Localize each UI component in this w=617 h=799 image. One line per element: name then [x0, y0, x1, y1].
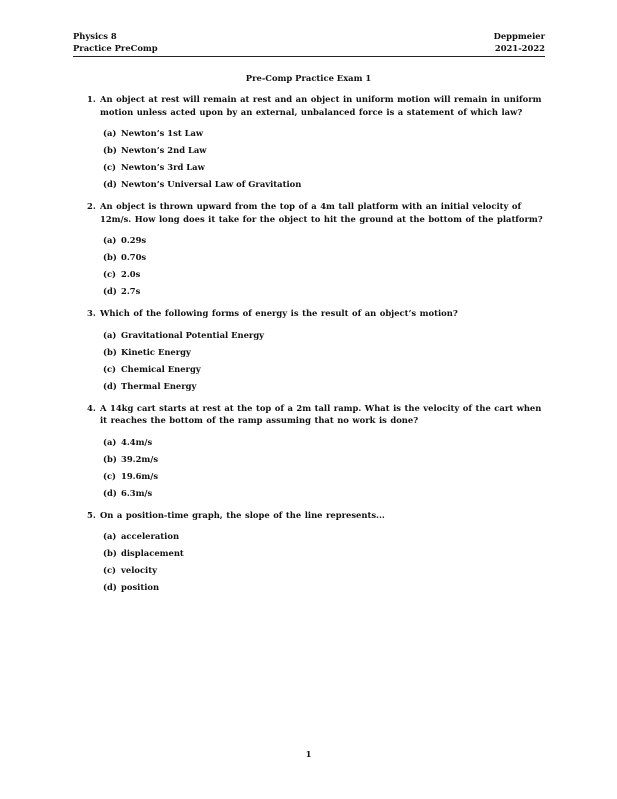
course-subtitle: Practice PreComp [73, 43, 158, 53]
choice-text: Newton’s Universal Law of Gravitation [121, 179, 302, 189]
choice-text: Newton’s 2nd Law [121, 145, 207, 155]
choice-text: 0.70s [121, 252, 147, 262]
choice-label: (b) [103, 252, 117, 262]
question-number: 1. [87, 94, 96, 104]
answer-choice [103, 268, 545, 285]
teacher-name: Deppmeier [493, 31, 545, 41]
answer-choices [103, 329, 545, 397]
choice-text: 4.4m/s [121, 436, 153, 447]
choice-text: position [121, 582, 160, 592]
choice-label: (a) [103, 329, 117, 340]
choice-text: Thermal Energy [121, 380, 197, 391]
choice-label: (b) [103, 453, 117, 464]
answer-choice [103, 436, 545, 453]
choice-label: (c) [103, 162, 117, 172]
choice-label: (c) [103, 470, 117, 481]
choice-label: (a) [103, 128, 117, 138]
header-divider [73, 56, 545, 57]
answer-choice [103, 127, 545, 144]
answer-choice [103, 234, 545, 251]
choice-text: 0.29s [121, 235, 147, 245]
answer-choice [103, 547, 545, 564]
answer-choice [103, 530, 545, 547]
answer-choice [103, 581, 545, 598]
choice-label: (b) [103, 346, 117, 357]
header-left [73, 30, 158, 54]
choice-label: (d) [103, 286, 117, 296]
answer-choice [103, 564, 545, 581]
question-list [73, 93, 545, 603]
choice-text: Gravitational Potential Energy [121, 329, 265, 340]
choice-text: 39.2m/s [121, 453, 159, 464]
answer-choice [103, 329, 545, 346]
question-text: An object is thrown upward from the top of a 4m tall platform with an initial velocity of 12m/s. How long does it take for the object to hit the ground at the bottom of the platform? [100, 201, 543, 224]
choice-text: Newton’s 1st Law [121, 128, 204, 138]
choice-label: (b) [103, 548, 117, 558]
question-number: 5. [87, 509, 96, 520]
question-number: 2. [87, 201, 96, 211]
choice-text: 6.3m/s [121, 487, 153, 498]
choice-label: (c) [103, 269, 117, 279]
choice-text: 2.0s [121, 269, 141, 279]
question-number: 3. [87, 308, 96, 318]
question-text: Which of the following forms of energy is the result of an object’s motion? [100, 308, 458, 318]
choice-text: velocity [121, 565, 157, 575]
question-3 [73, 307, 545, 397]
answer-choice [103, 144, 545, 161]
question-5 [73, 509, 545, 599]
choice-label: (b) [103, 145, 117, 155]
choice-text: Chemical Energy [121, 363, 201, 374]
choice-text: displacement [121, 548, 184, 558]
choice-label: (d) [103, 582, 117, 592]
answer-choice [103, 487, 545, 504]
answer-choice [103, 161, 545, 178]
answer-choices [103, 234, 545, 302]
answer-choice [103, 346, 545, 363]
question-2 [73, 200, 545, 302]
answer-choices [103, 530, 545, 598]
question-1 [73, 93, 545, 195]
question-text: An object at rest will remain at rest and an object in uniform motion will remain in uniform motion unless acted upon by an external, unbalanced force is a statement of which law? [100, 94, 542, 117]
page-number: 1 [305, 749, 312, 759]
answer-choice [103, 285, 545, 302]
answer-choice [103, 470, 545, 487]
choice-label: (c) [103, 363, 117, 374]
course-name: Physics 8 [73, 31, 117, 41]
answer-choice [103, 380, 545, 397]
answer-choice [103, 363, 545, 380]
question-4 [73, 402, 545, 504]
choice-label: (a) [103, 531, 117, 541]
choice-text: 2.7s [121, 286, 141, 296]
answer-choices [103, 127, 545, 195]
choice-text: Newton’s 3rd Law [121, 162, 205, 172]
choice-label: (a) [103, 436, 117, 447]
header-right [494, 30, 545, 54]
answer-choice [103, 453, 545, 470]
answer-choice [103, 251, 545, 268]
choice-text: Kinetic Energy [121, 346, 191, 357]
choice-text: 19.6m/s [121, 470, 159, 481]
question-text: On a position-time graph, the slope of the line represents... [100, 509, 385, 520]
exam-title: Pre-Comp Practice Exam 1 [245, 73, 372, 83]
question-text: A 14kg cart starts at rest at the top of a 2m tall ramp. What is the velocity of the cart when it reaches the bottom of the ramp assuming that no work is done? [100, 402, 542, 425]
answer-choice [103, 178, 545, 195]
choice-text: acceleration [121, 531, 180, 541]
choice-label: (a) [103, 235, 117, 245]
choice-label: (c) [103, 565, 117, 575]
answer-choices [103, 436, 545, 504]
choice-label: (d) [103, 380, 117, 391]
choice-label: (d) [103, 179, 117, 189]
question-number: 4. [87, 402, 96, 413]
school-year: 2021-2022 [494, 43, 545, 53]
choice-label: (d) [103, 487, 117, 498]
